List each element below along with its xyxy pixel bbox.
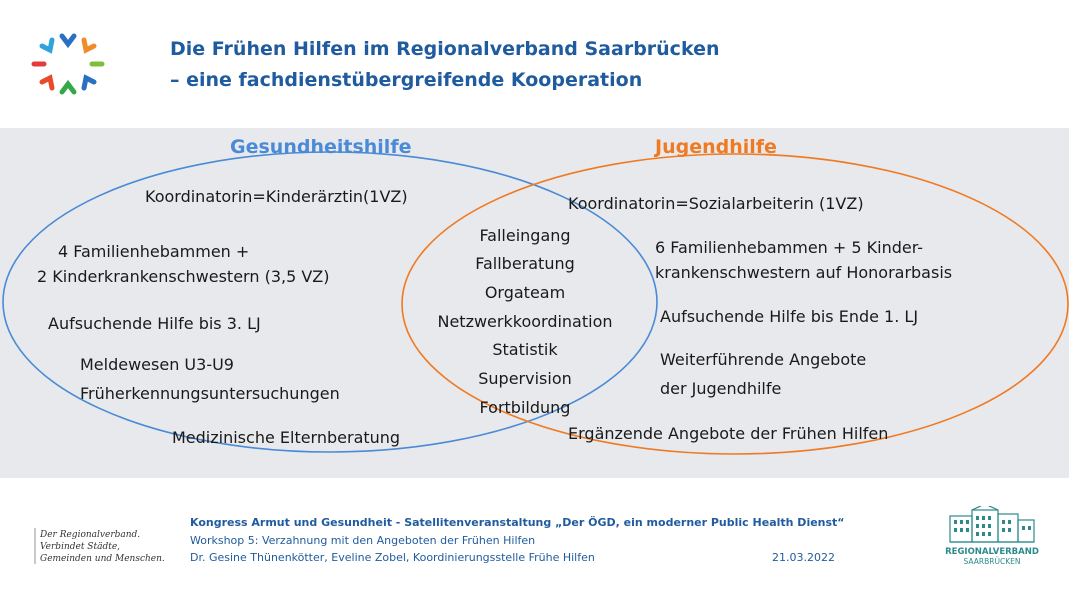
tagline-line: Verbindet Städte, — [40, 542, 121, 552]
gesundheitshilfe-heading: Gesundheitshilfe — [230, 136, 412, 158]
page-subtitle: – eine fachdienstübergreifende Kooperation — [170, 69, 643, 91]
left-item-reporting: Meldewesen U3-U9 — [80, 355, 234, 374]
jugendhilfe-heading: Jugendhilfe — [655, 136, 777, 158]
left-item-nurses: 2 Kinderkrankenschwestern (3,5 VZ) — [37, 267, 330, 286]
footer-divider — [34, 528, 36, 564]
center-item-supervision: Supervision — [478, 369, 572, 388]
right-item-coordinator: Koordinatorin=Sozialarbeiterin (1VZ) — [568, 194, 864, 213]
left-item-coordinator: Koordinatorin=Kinderärztin(1VZ) — [145, 187, 408, 206]
right-item-youth-services: der Jugendhilfe — [660, 379, 782, 398]
center-item-training: Fortbildung — [479, 398, 571, 417]
left-item-midwives: 4 Familienhebammen + — [58, 242, 250, 261]
logo-text-saarbruecken: SAARBRÜCKEN — [963, 557, 1021, 566]
footer-workshop: Workshop 5: Verzahnung mit den Angeboten der Frühen Hilfen — [190, 534, 536, 547]
right-item-midwives: 6 Familienhebammen + 5 Kinder- — [655, 238, 924, 257]
tagline-line: Gemeinden und Menschen. — [40, 554, 165, 564]
right-item-outreach: Aufsuchende Hilfe bis Ende 1. LJ — [660, 307, 919, 326]
regionalverband-logo-icon — [944, 506, 1040, 570]
left-item-parent-counselling: Medizinische Elternberatung — [172, 428, 401, 447]
footer-authors: Dr. Gesine Thünenkötter, Eveline Zobel, Koordinierungsstelle Frühe Hilfen — [190, 551, 595, 564]
left-item-outreach: Aufsuchende Hilfe bis 3. LJ — [48, 314, 261, 333]
center-item-network: Netzwerkkoordination — [437, 312, 613, 331]
footer-conference: Kongress Armut und Gesundheit - Satellitenveranstaltung „Der ÖGD, ein moderner Public Health Dienst“ — [190, 516, 845, 529]
center-item-case-consulting: Fallberatung — [475, 254, 575, 273]
center-item-statistics: Statistik — [492, 340, 558, 359]
footer-date: 21.03.2022 — [772, 551, 835, 564]
fruehe-hilfen-star-logo-icon — [28, 30, 108, 98]
logo-text-regionalverband: REGIONALVERBAND — [945, 547, 1039, 557]
footer-tagline — [40, 529, 165, 565]
center-item-intake: Falleingang — [479, 226, 571, 245]
right-item-further-offers: Weiterführende Angebote — [660, 350, 867, 369]
center-item-orgateam: Orgateam — [484, 283, 566, 302]
page-title: Die Frühen Hilfen im Regionalverband Saarbrücken — [170, 38, 720, 60]
right-item-nurses: krankenschwestern auf Honorarbasis — [655, 263, 953, 282]
right-item-supplementary: Ergänzende Angebote der Frühen Hilfen — [568, 424, 889, 443]
left-item-screening: Früherkennungsuntersuchungen — [80, 384, 340, 403]
tagline-line: Der Regionalverband. — [40, 530, 141, 540]
